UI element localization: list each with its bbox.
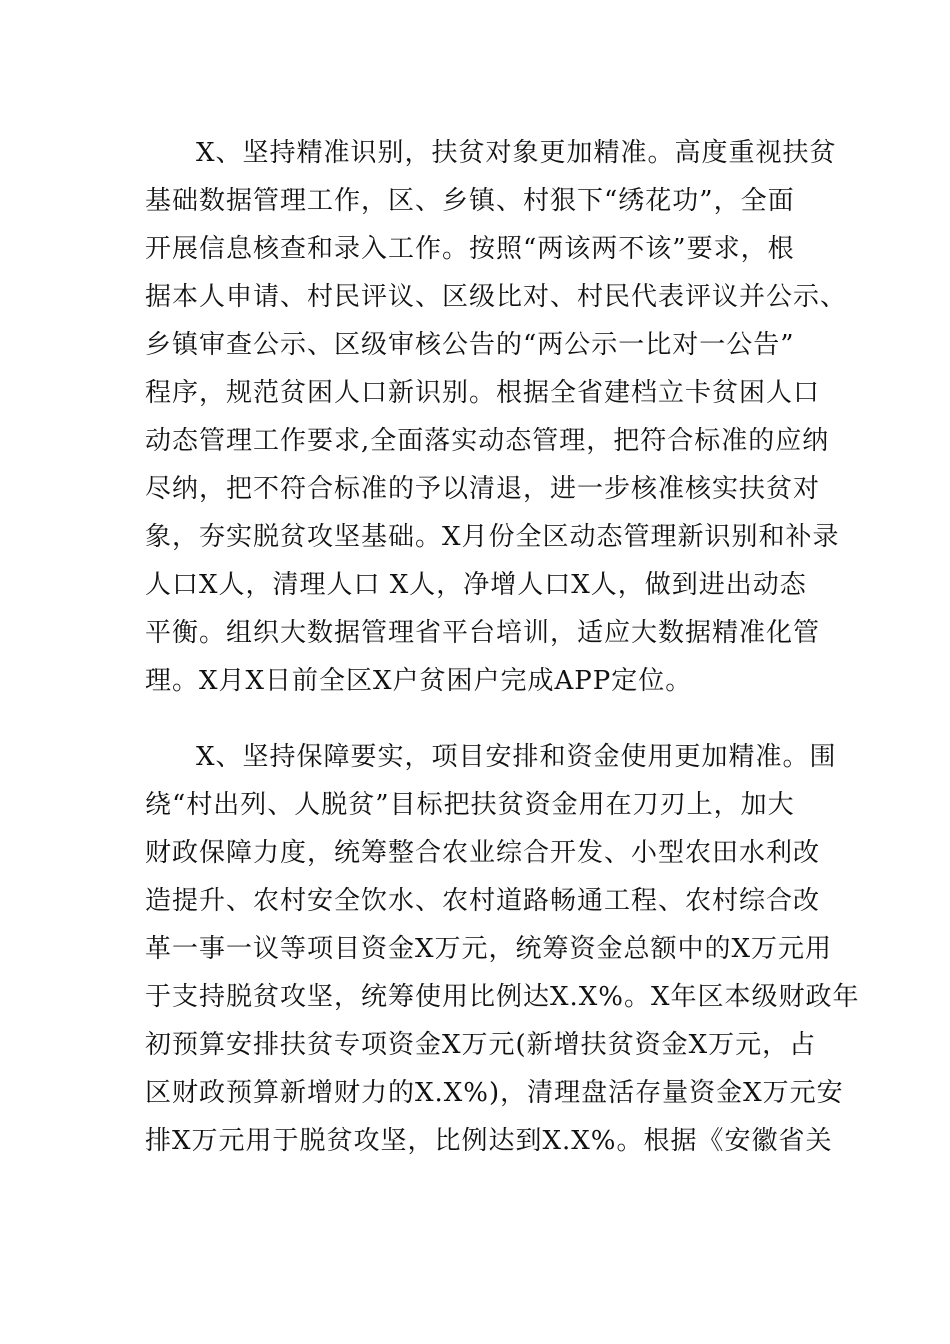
paragraph-2-line-6: 于支持脱贫攻坚，统筹使用比例达X.X%。X年区本级财政年 <box>145 982 860 1012</box>
paragraph-1-line-2: 基础数据管理工作，区、乡镇、村狠下“绣花功”，全面 <box>145 186 795 216</box>
paragraph-2-line-7: 初预算安排扶贫专项资金X万元(新增扶贫资金X万元，占 <box>145 1030 817 1060</box>
paragraph-2-line-1: X、坚持保障要实，项目安排和资金使用更加精准。围 <box>196 742 837 772</box>
paragraph-1-line-6: 程序，规范贫困人口新识别。根据全省建档立卡贫困人口 <box>145 378 821 408</box>
paragraph-1-line-8: 尽纳，把不符合标准的予以清退，进一步核准核实扶贫对 <box>145 474 821 504</box>
paragraph-1-line-5: 乡镇审查公示、区级审核公告的“两公示一比对一公告” <box>145 330 795 360</box>
paragraph-1-line-9: 象，夯实脱贫攻坚基础。X月份全区动态管理新识别和补录 <box>145 522 840 552</box>
paragraph-1-line-12: 理。X月X日前全区X户贫困户完成APP定位。 <box>145 666 693 696</box>
paragraph-2-line-9: 排X万元用于脱贫攻坚，比例达到X.X%。根据《安徽省关 <box>145 1126 833 1156</box>
paragraph-2-line-2: 绕“村出列、人脱贫”目标把扶贫资金用在刀刃上，加大 <box>145 790 795 820</box>
paragraph-1-line-10: 人口X人，清理人口 X人，净增人口X人，做到进出动态 <box>145 570 807 600</box>
paragraph-1-line-7: 动态管理工作要求,全面落实动态管理，把符合标准的应纳 <box>145 426 830 456</box>
paragraph-2-line-5: 革一事一议等项目资金X万元，统筹资金总额中的X万元用 <box>145 934 833 964</box>
paragraph-1-line-1: X、坚持精准识别，扶贫对象更加精准。高度重视扶贫 <box>196 138 837 168</box>
paragraph-2-line-8: 区财政预算新增财力的X.X%)，清理盘活存量资金X万元安 <box>145 1078 844 1108</box>
paragraph-2-line-3: 财政保障力度，统筹整合农业综合开发、小型农田水利改 <box>145 838 821 868</box>
paragraph-1-line-11: 平衡。组织大数据管理省平台培训，适应大数据精准化管 <box>145 618 821 648</box>
paragraph-1-line-3: 开展信息核查和录入工作。按照“两该两不该”要求，根 <box>145 234 795 264</box>
paragraph-1-line-4: 据本人申请、村民评议、区级比对、村民代表评议并公示、 <box>145 282 848 312</box>
paragraph-2-line-4: 造提升、农村安全饮水、农村道路畅通工程、农村综合改 <box>145 886 821 916</box>
